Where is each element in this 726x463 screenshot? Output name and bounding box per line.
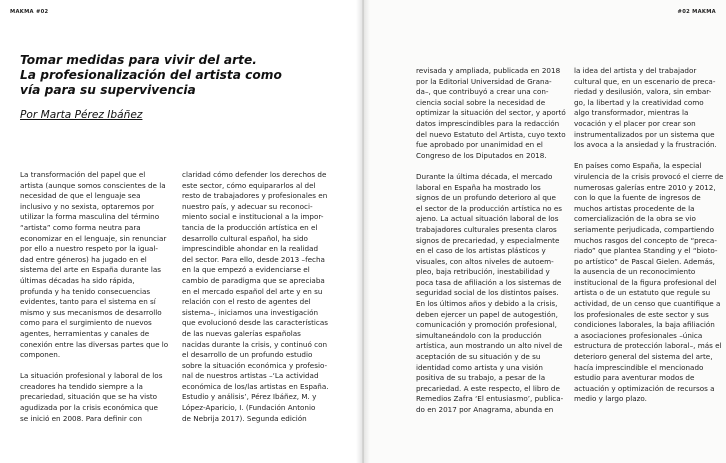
text-line: po artístico” de Pascal Gielen. Además, — [574, 256, 715, 266]
text-line: hacía imprescindible el mencionado — [574, 362, 704, 372]
text-line: el sector de la producción artística no es — [416, 203, 563, 213]
text-line: sobre la situación económica y profesio- — [182, 360, 328, 370]
text-line: identidad como artista y una visión — [416, 362, 543, 372]
text-column — [416, 66, 566, 416]
text-line: nacidas durante la crisis, y continuó con — [182, 339, 328, 349]
article-author: Por Marta Pérez Ibáñez — [20, 109, 143, 121]
text-line: cultural que, en un escenario de preca- — [574, 76, 716, 86]
text-line: optimizar la situación del sector, y aportó — [416, 108, 566, 118]
text-line: componen. — [20, 350, 61, 360]
text-line: Congreso de los Diputados en 2018. — [416, 150, 547, 160]
text-line: signos de un profundo deterioro al que — [416, 193, 556, 203]
text-line: deterioro general del sistema del arte, — [574, 352, 713, 362]
text-line: artística, aun mostrando un alto nivel de — [416, 341, 563, 351]
paragraph — [416, 171, 564, 416]
text-line: simultaneándolo con la producción — [416, 330, 542, 340]
text-line: cambio de paradigma que se apreciaba — [182, 275, 325, 285]
text-line: evidentes, tanto para el sistema en sí — [20, 297, 156, 307]
text-line: sistema–, iniciamos una investigación — [182, 307, 319, 317]
text-line: últimas décadas ha sido rápida, — [20, 275, 135, 285]
text-line: muchos artistas procedente de la — [574, 203, 695, 213]
text-line: artista o de un estatuto que regule su — [574, 288, 711, 298]
text-line: Durante la última década, el mercado — [416, 171, 553, 181]
text-line: da–, que contribuyó a crear una con- — [416, 87, 549, 97]
text-line: el desarrollo de un profundo estudio — [182, 350, 313, 360]
paragraph — [20, 371, 175, 424]
text-line: nal de nuestros artistas –‘La actividad — [182, 371, 319, 381]
text-line: estructura de protección laboral–, más el — [574, 341, 722, 351]
page-folio-left: MAKMA #02 — [10, 9, 49, 15]
text-line: Remedios Zafra ‘El entusiasmo’, publica- — [416, 394, 564, 404]
text-line: como para el surgimiento de nuevos — [20, 318, 152, 328]
text-line: ajeno. La actual situación laboral de los — [416, 214, 559, 224]
text-line: relación con el resto de agentes del — [182, 297, 311, 307]
text-line: laboral en España ha mostrado los — [416, 182, 541, 192]
text-line: condiciones laborales, la baja afiliación — [574, 320, 715, 330]
text-line: riado” que plantea Standing y el “bioto- — [574, 246, 718, 256]
text-line: seguridad social de los distintos países. — [416, 288, 559, 298]
text-line: institucional de la figura profesional del — [574, 277, 717, 287]
text-column — [20, 170, 175, 424]
text-line: actividad, de un censo que cuantifique a — [574, 299, 721, 309]
text-line: miento social e institucional a la impor- — [182, 212, 324, 222]
page-folio-right: #02 MAKMA — [677, 9, 716, 15]
text-line: actuación y optimización de recursos a — [574, 383, 715, 393]
text-line: pleo, baja retribución, inestabilidad y — [416, 267, 550, 277]
text-line: este sector, cómo equipararlos al del — [182, 180, 316, 190]
text-line: fue aprobado por unanimidad en el — [416, 140, 543, 150]
text-line: instrumentalizados por un sistema que — [574, 129, 715, 139]
text-line: precariedad, situación que se ha visto — [20, 392, 158, 402]
paragraph — [182, 170, 337, 424]
text-line: positiva de su trabajo, a pesar de la — [416, 373, 546, 383]
text-line: la ausencia de un reconocimiento — [574, 267, 696, 277]
text-line: profunda y ha tenido consecuencias — [20, 286, 151, 296]
text-line: imprescindible ahondar en la realidad — [182, 244, 319, 254]
text-line: algo transformador, mientras la — [574, 108, 689, 118]
text-line: aceptación de su situación y de su — [416, 352, 541, 362]
text-line: dad entre géneros) ha jugado en el — [20, 254, 147, 264]
text-line: comunicación y promoción profesional, — [416, 320, 557, 330]
text-line: económica de los/las artistas en España. — [182, 381, 329, 391]
paragraph — [20, 170, 175, 361]
left-page — [0, 0, 362, 463]
text-line: comercialización de la obra se vio — [574, 214, 696, 224]
text-line: riedad y desilusión, valora, sin embar- — [574, 87, 712, 97]
paragraph — [416, 66, 566, 161]
paragraph — [574, 161, 724, 405]
text-line: inclusivo y no sexista, optaremos por — [20, 201, 155, 211]
text-line: en el mercado español del arte y en su — [182, 286, 323, 296]
text-line: los avoca a la ansiedad y la frustración. — [574, 140, 717, 150]
text-line: conexión entre las diversas partes que lo — [20, 339, 169, 349]
title-line: La profesionalización del artista como — [20, 68, 282, 82]
article-title — [20, 53, 340, 98]
text-line: claridad cómo defender los derechos de — [182, 170, 327, 179]
text-line: precariedad. A este respecto, el libro de — [416, 383, 560, 393]
text-line: Estudio y análisis’, Pérez Ibáñez, M. y — [182, 392, 317, 402]
text-line: agentes, herramientas y canales de — [20, 328, 150, 338]
text-line: con lo que la fuente de ingresos de — [574, 193, 701, 203]
text-line: en el caso de los artistas plásticos y — [416, 246, 546, 256]
text-line: muchos rasgos del concepto de “preca- — [574, 235, 717, 245]
paragraph — [574, 66, 717, 151]
title-line: Tomar medidas para vivir del arte. — [20, 53, 257, 67]
text-line: datos imprescindibles para la redacción — [416, 118, 560, 128]
text-line: creadores ha tendido siempre a la — [20, 381, 143, 391]
text-line: desarrollo cultural español, ha sido — [182, 233, 308, 243]
text-line: do en 2017 por Anagrama, abunda en — [416, 405, 554, 414]
text-line: artista (aunque somos conscientes de la — [20, 180, 166, 190]
text-line: trabajadores culturales presenta claros — [416, 224, 557, 234]
title-line: vía para su supervivencia — [20, 83, 196, 97]
text-line: deben ejercer un papel de autogestión, — [416, 309, 558, 319]
text-line: En los últimos años y debido a la crisis, — [416, 299, 558, 309]
text-line: seriamente perjudicada, compartiendo — [574, 224, 714, 234]
right-page — [364, 0, 726, 463]
text-line: go, la libertad y la creatividad como — [574, 97, 704, 107]
text-line: ciencia social sobre la necesidad de — [416, 97, 546, 107]
text-line: sistema del arte en España durante las — [20, 265, 162, 275]
text-line: por ello a nuestro respeto por la igual- — [20, 244, 159, 254]
text-line: medio y largo plazo. — [574, 394, 647, 404]
text-line: necesidad de que el lenguaje sea — [20, 191, 141, 201]
text-line: poca tasa de afiliación a los sistemas de — [416, 277, 562, 287]
text-line: la idea del artista y del trabajador — [574, 66, 697, 75]
text-line: de las nuevas galerías españolas — [182, 328, 301, 338]
text-line: a asociaciones profesionales –única — [574, 330, 703, 340]
text-column — [182, 170, 337, 424]
text-line: virulencia de la crisis provocó el cierre de — [574, 171, 724, 181]
text-line: signos de precariedad, y especialmente — [416, 235, 560, 245]
text-line: nuestro país, y adecuar su reconoci- — [182, 201, 313, 211]
text-line: se inició en 2008. Para definir con — [20, 413, 143, 423]
text-line: del sector. Para ello, desde 2013 –fecha — [182, 254, 325, 264]
text-line: “artista” como forma neutra para — [20, 222, 141, 232]
text-line: La situación profesional y laboral de los — [20, 371, 163, 381]
text-column — [574, 66, 724, 405]
text-line: revisada y ampliada, publicada en 2018 — [416, 66, 561, 75]
text-line: los profesionales de este sector y sus — [574, 309, 709, 319]
page-gutter-shadow — [356, 0, 370, 463]
text-line: La transformación del papel que el — [20, 170, 146, 179]
text-line: de Nebrija 2017). Segunda edición — [182, 413, 307, 423]
text-line: estudio para aventurar modos de — [574, 373, 695, 383]
text-line: resto de trabajadores y profesionales en — [182, 191, 328, 201]
text-line: por la Editorial Universidad de Grana- — [416, 76, 552, 86]
text-line: En países como España, la especial — [574, 161, 702, 171]
text-line: mismo y sus mecanismos de desarrollo — [20, 307, 162, 317]
text-line: tancia de la producción artística en el — [182, 222, 318, 232]
text-line: López-Aparicio, I. (Fundación Antonio — [182, 403, 316, 413]
text-line: agudizada por la crisis económica que — [20, 403, 158, 413]
text-line: en la que empezó a evidenciarse el — [182, 265, 310, 275]
text-line: visuales, con altos niveles de autoem- — [416, 256, 554, 266]
text-line: que evolucionó desde las características — [182, 318, 328, 328]
text-line: economizar en el lenguaje, sin renunciar — [20, 233, 167, 243]
text-line: del nuevo Estatuto del Artista, cuyo texto — [416, 129, 566, 139]
text-line: vocación y el placer por crear son — [574, 118, 696, 128]
text-line: numerosas galerías entre 2010 y 2012, — [574, 182, 716, 192]
text-line: utilizar la forma masculina del término — [20, 212, 160, 222]
